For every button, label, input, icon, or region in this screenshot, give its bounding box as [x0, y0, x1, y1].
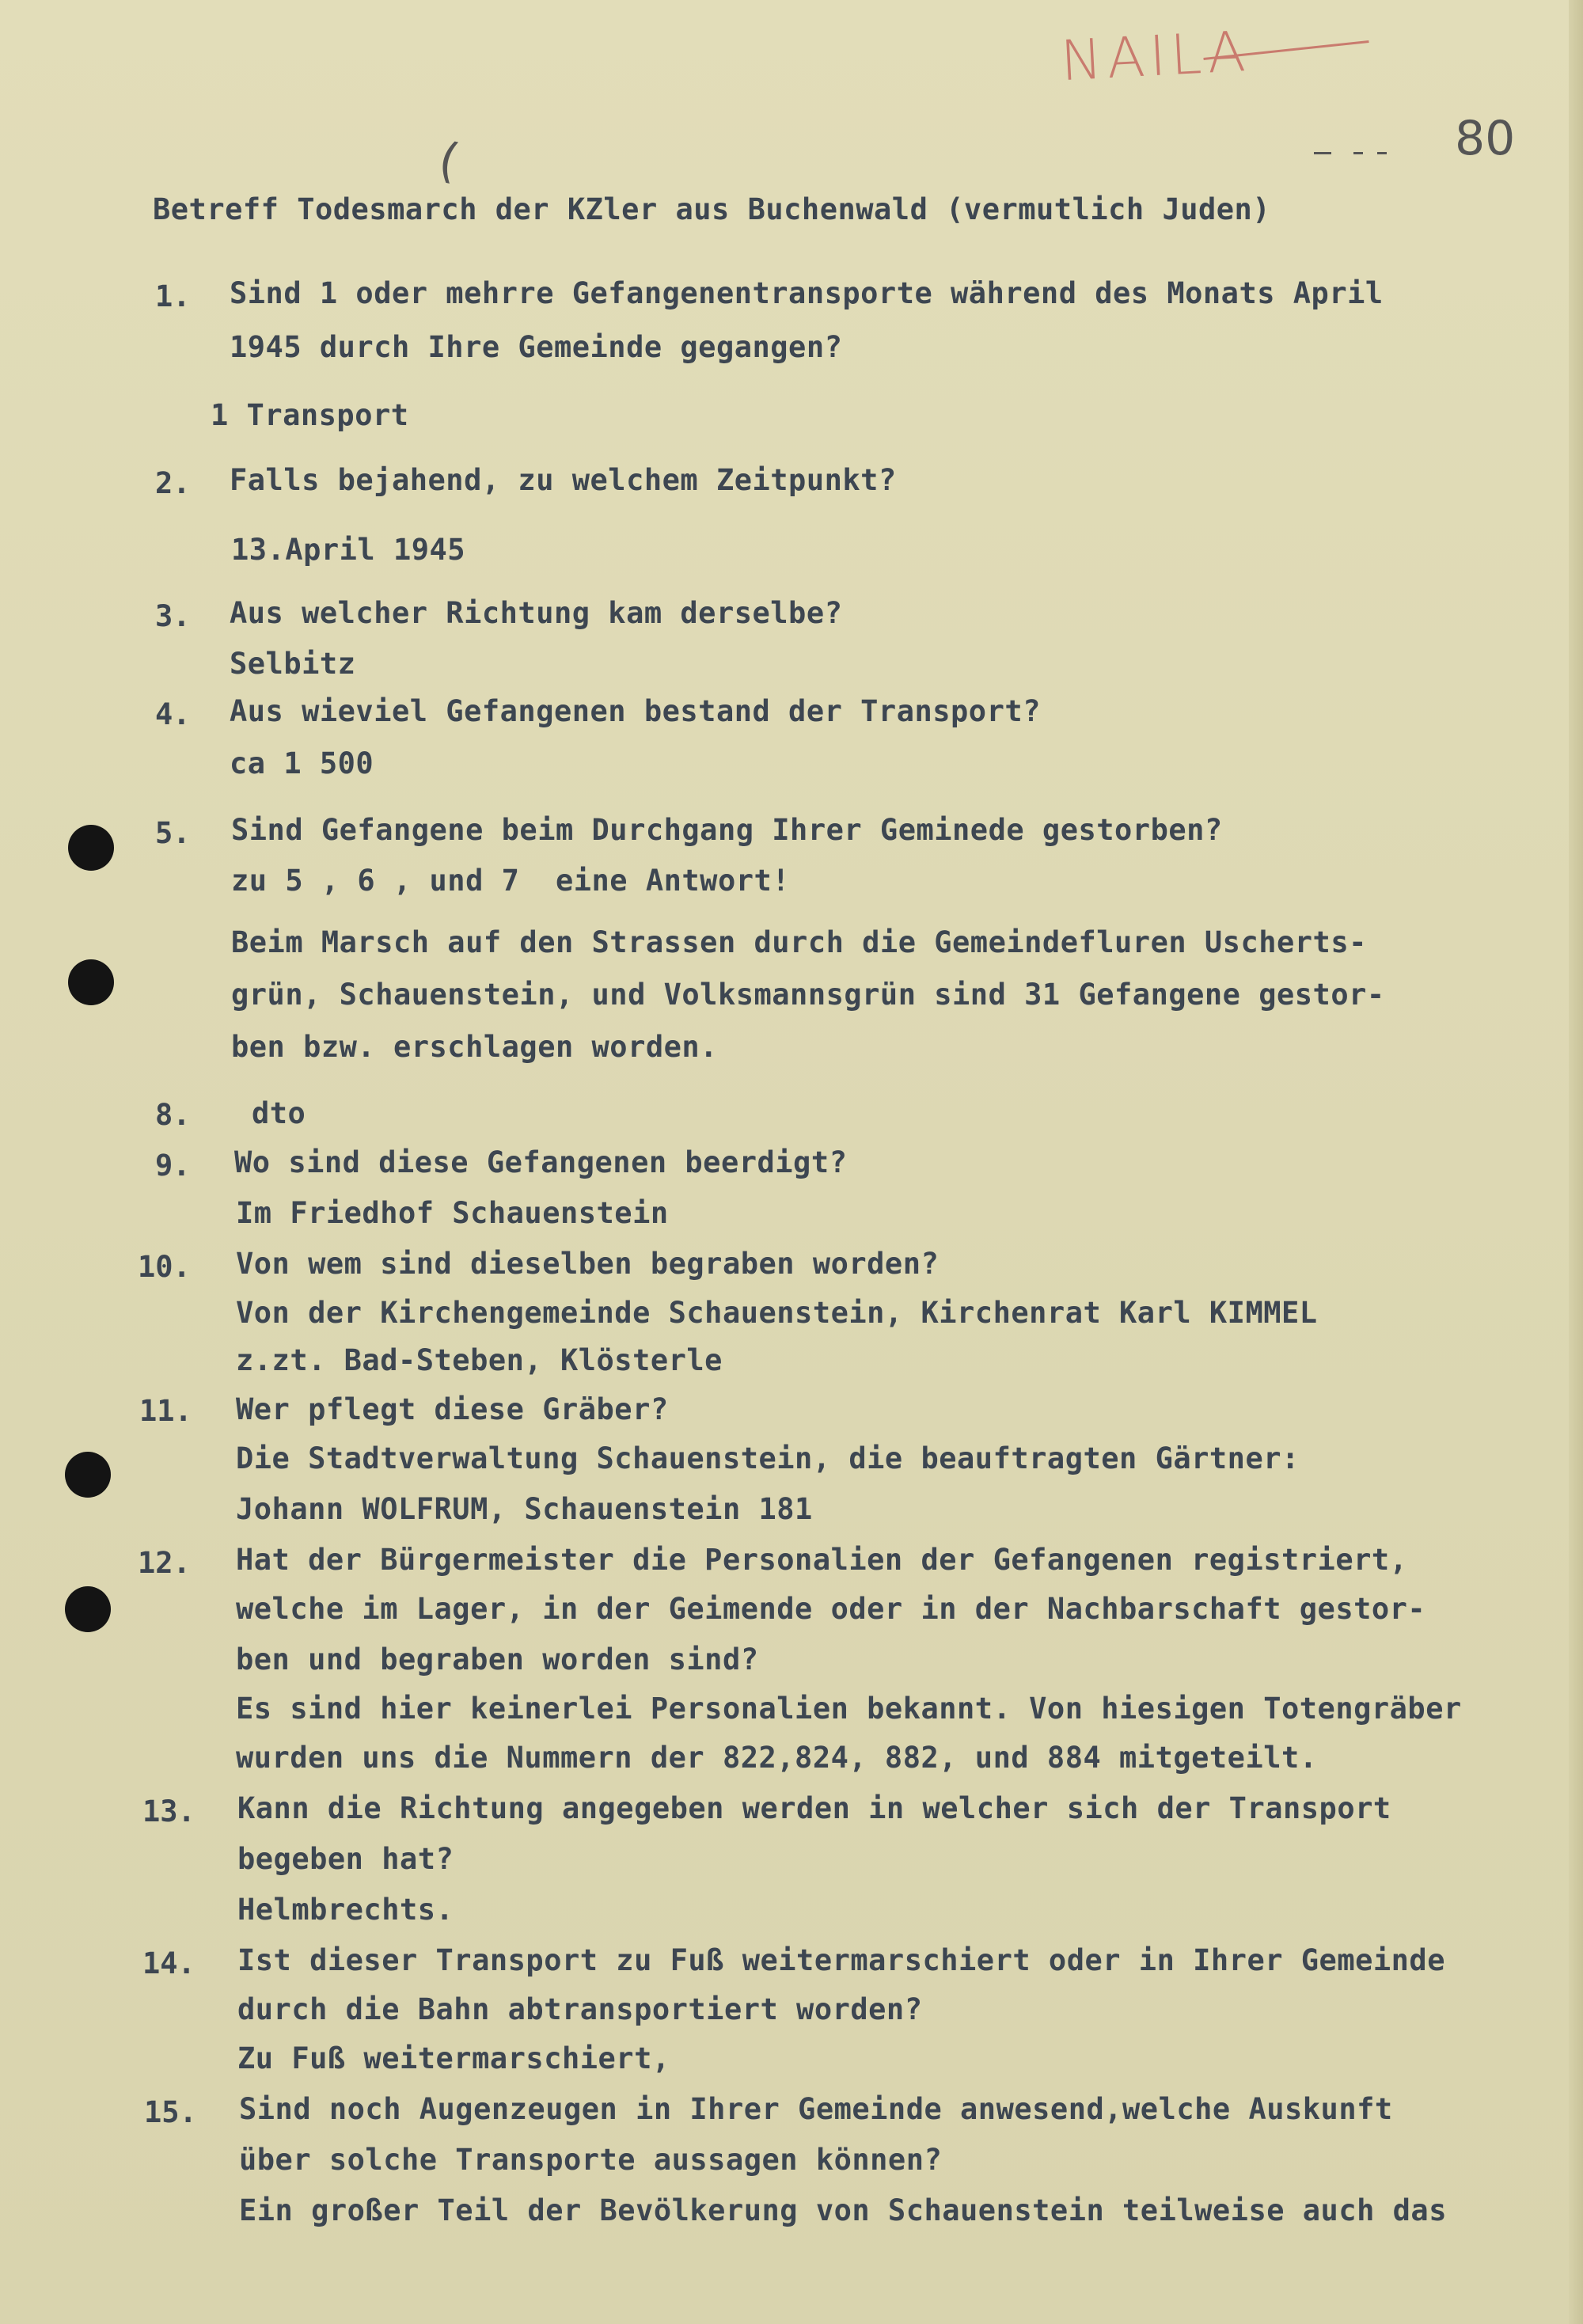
answer-text: Zu Fuß weitermarschiert,	[237, 2041, 670, 2075]
answer-text: ca 1 500	[230, 746, 374, 780]
dash-mark	[1314, 152, 1331, 154]
item-number: 2.	[155, 466, 191, 500]
page-number: 80	[1455, 111, 1516, 166]
item-number: 1.	[155, 279, 191, 313]
subject-line: Betreff Todesmarch der KZler aus Buchenwald (vermutlich Juden)	[153, 192, 1271, 226]
answer-text: grün, Schauenstein, und Volksmannsgrün sind 31 Gefangene gestor-	[231, 978, 1385, 1012]
answer-text: z.zt. Bad-Steben, Klösterle	[236, 1343, 723, 1377]
dash-mark	[1377, 152, 1387, 154]
item-number: 8.	[155, 1098, 191, 1132]
punch-hole	[65, 1452, 111, 1498]
question-text: Falls bejahend, zu welchem Zeitpunkt?	[230, 463, 897, 497]
answer-text: 13.April 1945	[231, 533, 466, 567]
handwritten-tick: (	[428, 131, 469, 191]
answer-text: Die Stadtverwaltung Schauenstein, die beauftragten Gärtner:	[236, 1441, 1300, 1475]
item-number: 4.	[155, 697, 191, 731]
dash-mark	[1353, 152, 1363, 154]
question-text: Von wem sind dieselben begraben worden?	[236, 1247, 940, 1281]
question-text: dto	[252, 1096, 306, 1130]
pencil-annotation: NAILA	[1059, 18, 1252, 94]
answer-text: Es sind hier keinerlei Personalien bekannt. Von hiesigen Totengräber	[236, 1692, 1462, 1726]
question-text: über solche Transporte aussagen können?	[239, 2143, 943, 2177]
answer-text: Im Friedhof Schauenstein	[236, 1196, 669, 1230]
item-number: 15.	[144, 2095, 197, 2129]
answer-text: 1 Transport	[211, 398, 409, 432]
punch-hole	[68, 825, 114, 871]
answer-text: Helmbrechts.	[237, 1893, 454, 1927]
answer-text: Selbitz	[230, 647, 356, 681]
item-number: 10.	[138, 1250, 191, 1284]
question-text: begeben hat?	[237, 1842, 454, 1876]
item-number: 3.	[155, 599, 191, 633]
item-number: 12.	[138, 1546, 191, 1580]
question-text: Sind Gefangene beim Durchgang Ihrer Geminede gestorben?	[231, 813, 1223, 847]
question-text: Wo sind diese Gefangenen beerdigt?	[234, 1145, 848, 1179]
answer-text: Von der Kirchengemeinde Schauenstein, Kirchenrat Karl KIMMEL	[236, 1296, 1318, 1330]
answer-text: wurden uns die Nummern der 822,824, 882, und 884 mitgeteilt.	[236, 1741, 1318, 1775]
punch-hole	[65, 1586, 111, 1632]
item-number: 11.	[139, 1394, 192, 1428]
question-text: ben und begraben worden sind?	[236, 1642, 759, 1677]
question-text: 1945 durch Ihre Gemeinde gegangen?	[230, 330, 843, 364]
question-text: Ist dieser Transport zu Fuß weitermarschiert oder in Ihrer Gemeinde	[237, 1943, 1445, 1977]
question-text: Wer pflegt diese Gräber?	[236, 1392, 669, 1426]
item-number: 14.	[142, 1946, 196, 1980]
item-number: 9.	[155, 1149, 191, 1183]
answer-text: ben bzw. erschlagen worden.	[231, 1030, 718, 1064]
question-text: welche im Lager, in der Geimende oder in der Nachbarschaft gestor-	[236, 1592, 1426, 1626]
question-text: Aus welcher Richtung kam derselbe?	[230, 596, 843, 630]
punch-hole	[68, 959, 114, 1005]
answer-text: zu 5 , 6 , und 7 eine Antwort!	[231, 864, 791, 898]
answer-text: Ein großer Teil der Bevölkerung von Schauenstein teilweise auch das	[239, 2193, 1447, 2227]
question-text: Aus wieviel Gefangenen bestand der Transport?	[230, 694, 1041, 728]
question-text: Kann die Richtung angegeben werden in welcher sich der Transport	[237, 1791, 1391, 1825]
page-edge	[1569, 0, 1583, 2324]
item-number: 13.	[142, 1794, 196, 1828]
item-number: 5.	[155, 816, 191, 850]
question-text: Sind noch Augenzeugen in Ihrer Gemeinde anwesend,welche Auskunft	[239, 2092, 1393, 2126]
answer-text: Beim Marsch auf den Strassen durch die Gemeindefluren Uscherts-	[231, 925, 1367, 959]
question-text: Hat der Bürgermeister die Personalien der Gefangenen registriert,	[236, 1543, 1408, 1577]
question-text: Sind 1 oder mehrre Gefangenentransporte während des Monats April	[230, 276, 1384, 310]
question-text: durch die Bahn abtransportiert worden?	[237, 1992, 923, 2026]
answer-text: Johann WOLFRUM, Schauenstein 181	[236, 1492, 813, 1526]
